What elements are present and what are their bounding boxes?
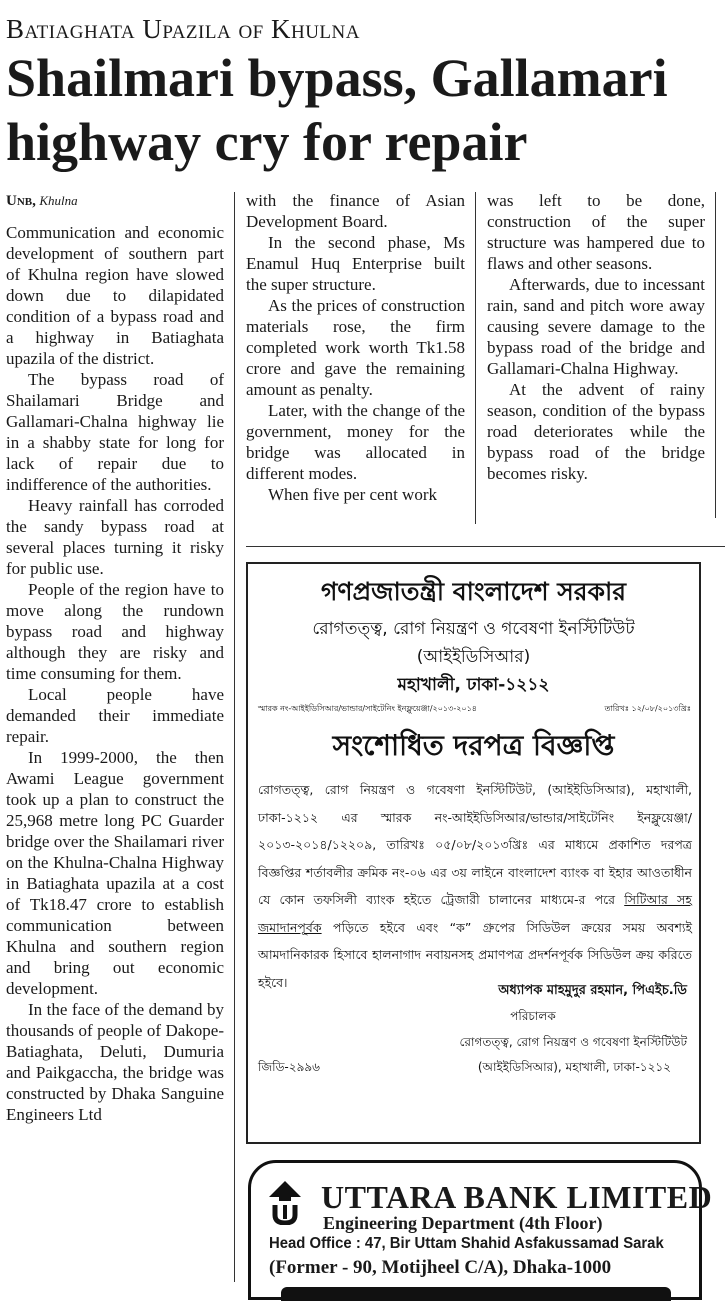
notice-abbreviation: (আইইডিসিআর) xyxy=(416,647,531,667)
notice-body-underlined: সিটিআর সহ জমাদানপূর্বক xyxy=(258,892,692,935)
bank-head-office: Head Office : 47, Bir Uttam Shahid Asfakussamad Sarak xyxy=(269,1235,664,1252)
article-column-2 xyxy=(246,190,465,505)
paragraph: In the face of the demand by thousands of people of Dakope-Batiaghata, Deluti, Dumuria and Paikgaccha, the bridge was constructed by Dhaka Sanguine Engineers Ltd xyxy=(6,1000,224,1124)
notice-role: পরিচালক xyxy=(510,1009,556,1023)
paragraph: People of the region have to move along the rundown bypass road and highway although they are risky and time consuming for them. xyxy=(6,580,224,683)
notice-reference: জিডি-২৯৯৬ xyxy=(258,1060,320,1074)
paragraph: In the second phase, Ms Enamul Huq Enterprise built the super structure. xyxy=(246,233,465,294)
article-column-1 xyxy=(6,190,224,1125)
section-divider xyxy=(246,546,725,547)
bank-advertisement xyxy=(248,1160,713,1300)
paragraph: When five per cent work xyxy=(268,485,437,504)
uttara-bank-logo-icon xyxy=(265,1179,305,1225)
notice-title: সংশোধিত দরপত্র বিজ্ঞপ্তি xyxy=(332,729,615,762)
bank-department: Engineering Department (4th Floor) xyxy=(323,1213,603,1233)
notice-sign-institute: রোগতত্ত্ব, রোগ নিয়ন্ত্রণ ও গবেষণা ইনস্টিটিউট xyxy=(459,1035,687,1049)
notice-signatory: অধ্যাপক মাহমুদুর রহমান, পিএইচ.ডি xyxy=(498,983,687,998)
bank-name: UTTARA BANK LIMITED xyxy=(321,1179,713,1215)
paragraph: Local people have demanded their immediate repair. xyxy=(6,685,224,746)
notice-government: গণপ্রজাতন্ত্রী বাংলাদেশ সরকার xyxy=(321,577,626,606)
column-divider xyxy=(475,192,476,524)
article-headline: Shailmari bypass, Gallamari highway cry for repair xyxy=(6,48,668,172)
paragraph: with the finance of Asian Development Board. xyxy=(246,191,465,231)
article-kicker: Batiaghata Upazila of Khulna xyxy=(6,14,360,44)
notice-institute: রোগতত্ত্ব, রোগ নিয়ন্ত্রণ ও গবেষণা ইনস্টিটিউট xyxy=(312,619,635,639)
notice-body-part1: রোগতত্ত্ব, রোগ নিয়ন্ত্রণ ও গবেষণা ইনস্টিটিউট, (আইইডিসিআর), মহাখালী, ঢাকা-১২১২ এর স্মারক নং-আইইডিসিআর/ভান্ডার/সাইটেনিং ইনফ্লুয়েঞ্জা/২০১৩-২০১৪/১২২০৯, তারিখঃ ০৫/০৮/২০১৩খ্রিঃ এর মাধ্যমে প্রকাশিত দরপত্র বিজ্ঞপ্তির শর্তাবলীর ক্রমিক নং-০৬ এর ৩য় লাইনে বাংলাদেশ ব্যাংক বা ইহার আওতাধীন যে কোন তফসিলী ব্যাংক হইতে ট্রেজারী চালানের মাধ্যমে-র পরে xyxy=(258,782,692,907)
paragraph: was left to be done, construction of the super structure was hampered due to flaws and other seasons. xyxy=(487,191,705,273)
byline-place: Khulna xyxy=(39,193,78,208)
bank-ad-bar xyxy=(281,1287,671,1301)
notice-memo-number: স্মারক নং-আইইডিসিআর/ভান্ডার/সাইটেনিং ইনফ্লুয়েঞ্জা/২০১৩-২০১৪ xyxy=(258,704,477,713)
paragraph: Later, with the change of the government, money for the bridge was allocated in different modes. xyxy=(246,401,465,483)
notice-body xyxy=(258,776,692,996)
byline xyxy=(6,190,224,212)
paragraph: At the advent of rainy season, condition of the bypass road deteriorates while the bypass road of the bridge becomes risky. xyxy=(487,380,705,483)
paragraph: As the prices of construction materials rose, the firm completed work worth Tk1.58 crore and gave the remaining amount as penalty. xyxy=(246,296,465,399)
paragraph: Heavy rainfall has corroded the sandy bypass road at several places turning it risky for public use. xyxy=(6,496,224,578)
article-column-3 xyxy=(487,190,705,484)
paragraph: Communication and economic development of southern part of Khulna region have slowed down due to dilapidated condition of a bypass road and a highway in Batiaghata upazila of the district. xyxy=(6,223,224,368)
notice-body-part2: পড়িতে হইবে এবং “ক” গ্রুপের সিডিউল ক্রয়ের সময় অবশ্যই আমদানিকারক হিসাবে হালনাগাদ নবায়নসহ প্রমাণপত্র প্রদর্শনপূর্বক সিডিউল ক্রয় করিতে হইবে। xyxy=(258,919,692,990)
notice-sign-address: (আইইডিসিআর), মহাখালী, ঢাকা-১২১২ xyxy=(477,1060,671,1074)
tender-notice xyxy=(246,562,701,1144)
paragraph: In 1999-2000, the then Awami League government took up a plan to construct the 25,968 metre long PC Guarder bridge over the Shailamari river on the Khulna-Chalna Highway in Batiaghata upazila at a cost of Tk18.47 crore to establish communication between Khulna and southern region and bring out economic development. xyxy=(6,748,224,998)
byline-agency: Unb, xyxy=(6,193,36,209)
paragraph: The bypass road of Shailamari Bridge and Gallamari-Chalna highway lie in a shabby state for long for lack of repair due to indifference of the authorities. xyxy=(6,370,224,494)
notice-date: তারিখঃ ১২/০৮/২০১৩খ্রিঃ xyxy=(604,704,691,713)
column-divider xyxy=(234,192,235,1282)
notice-address: মহাখালী, ঢাকা-১২১২ xyxy=(397,675,550,695)
bank-former-address: (Former - 90, Motijheel C/A), Dhaka-1000 xyxy=(269,1257,612,1278)
column-divider xyxy=(715,192,716,518)
paragraph: Afterwards, due to incessant rain, sand and pitch wore away causing severe damage to the bypass road of the bridge and Gallamari-Chalna Highway. xyxy=(487,275,705,378)
